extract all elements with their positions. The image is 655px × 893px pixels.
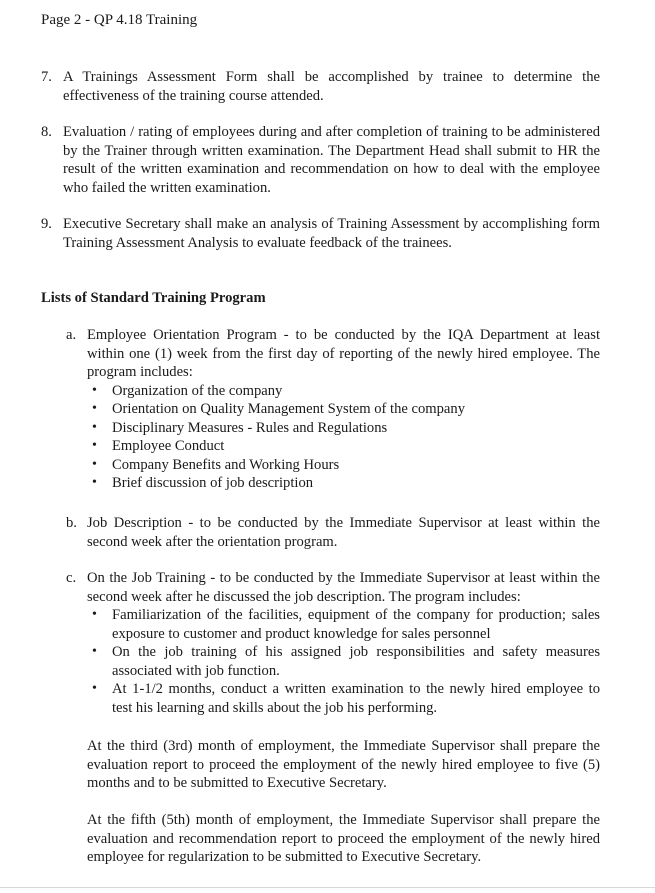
bullet-item xyxy=(92,456,600,475)
bullet-text: On the job training of his assigned job responsibilities and safety measures associated with job function. xyxy=(112,644,600,679)
bullet-item xyxy=(92,680,600,717)
bullet-item xyxy=(92,382,600,401)
item-number: 9. xyxy=(41,216,52,232)
bullet-text: At 1-1/2 months, conduct a written examination to the newly hired employee to test his learning and skills about the job his performing. xyxy=(112,681,600,716)
bullet-text: Brief discussion of job description xyxy=(112,475,314,491)
bullet-icon: • xyxy=(92,644,97,659)
numbered-item-9 xyxy=(41,215,600,252)
bullet-text: Employee Conduct xyxy=(112,438,225,454)
program-letter: a. xyxy=(66,327,77,343)
program-item-c xyxy=(66,569,600,717)
bullet-item xyxy=(92,643,600,680)
bullet-icon: • xyxy=(92,681,97,696)
bullet-icon: • xyxy=(92,475,97,490)
item-number: 7. xyxy=(41,69,52,85)
bullet-item xyxy=(92,606,600,643)
program-letter: b. xyxy=(66,515,77,531)
bullet-text: Familiarization of the facilities, equipment of the company for production; sales exposure to customer and product knowledge for sales personnel xyxy=(112,607,600,642)
paragraph-fifth-month: At the fifth (5th) month of employment, the Immediate Supervisor shall prepare the evaluation and recommendation report to proceed the employment of the newly hired employee for regularization to be submitted to Executive Secretary. xyxy=(87,812,600,865)
bullet-item xyxy=(92,419,600,438)
program-text: On the Job Training - to be conducted by the Immediate Supervisor at least within the second week after he discussed the job description. The program includes: xyxy=(87,570,600,605)
section-title: Lists of Standard Training Program xyxy=(41,290,266,306)
bullet-text: Disciplinary Measures - Rules and Regulations xyxy=(112,419,388,436)
bullet-text: Company Benefits and Working Hours xyxy=(112,456,340,473)
program-item-a xyxy=(66,326,600,493)
program-a-bullets xyxy=(92,382,600,493)
program-c-bullets xyxy=(92,606,600,717)
bullet-icon: • xyxy=(92,438,97,453)
paragraph-third-month: At the third (3rd) month of employment, the Immediate Supervisor shall prepare the evaluation report to proceed the employment of the newly hired employee to five (5) months and to be submitted to Executive Secretary. xyxy=(87,738,600,791)
bullet-text: Organization of the company xyxy=(112,382,283,399)
bullet-text: Orientation on Quality Management System of the company xyxy=(112,401,466,417)
page-bottom-edge xyxy=(0,887,655,888)
bullet-item xyxy=(92,400,600,419)
page-header: Page 2 - QP 4.18 Training xyxy=(41,12,198,28)
bullet-icon: • xyxy=(92,456,97,472)
bullet-item xyxy=(92,437,600,456)
program-text: Job Description - to be conducted by the Immediate Supervisor at least within the second week after the orientation program. xyxy=(87,515,600,550)
numbered-item-8 xyxy=(41,123,600,197)
bullet-item xyxy=(92,474,600,493)
bullet-icon: • xyxy=(92,401,97,416)
bullet-icon: • xyxy=(92,419,97,435)
program-item-b xyxy=(66,514,600,551)
item-number: 8. xyxy=(41,124,52,140)
program-text: Employee Orientation Program - to be conducted by the IQA Department at least within one (1) week from the first day of reporting of the newly hired employee. The program includes: xyxy=(87,327,600,380)
bullet-icon: • xyxy=(92,607,97,622)
item-text: A Trainings Assessment Form shall be accomplished by trainee to determine the effectiveness of the training course attended. xyxy=(63,69,600,104)
numbered-item-7 xyxy=(41,68,600,105)
bullet-icon: • xyxy=(92,382,97,398)
program-letter: c. xyxy=(66,570,77,586)
item-text: Executive Secretary shall make an analysis of Training Assessment by accomplishing form Training Assessment Analysis to evaluate feedback of the trainees. xyxy=(63,216,600,251)
item-text: Evaluation / rating of employees during and after completion of training to be administered by the Trainer through written examination. The Department Head shall submit to HR the result of the written examination and recommendation on how to deal with the employee who failed the written examination. xyxy=(63,124,600,196)
